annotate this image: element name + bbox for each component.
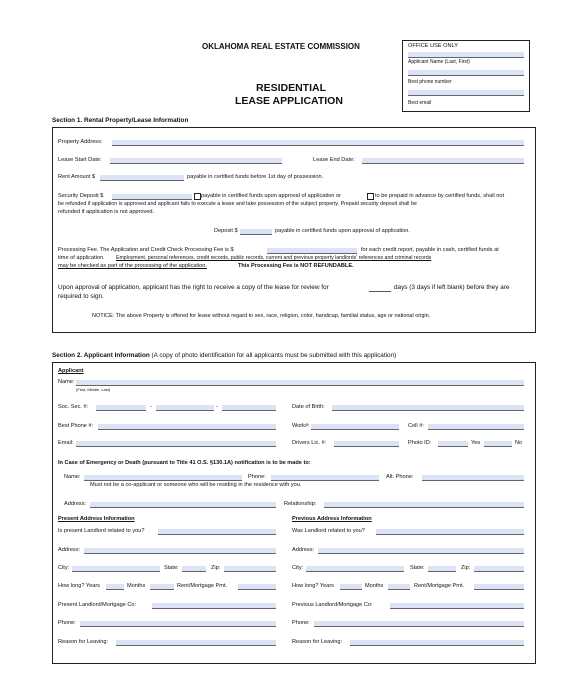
cell-phone-label: Cell #: <box>408 423 424 429</box>
present-phone-label: Phone: <box>58 620 76 626</box>
name-field[interactable] <box>76 380 524 386</box>
emergency-address-field[interactable] <box>90 502 276 508</box>
previous-address-heading: Previous Address Information <box>292 516 372 522</box>
previous-landlord-field[interactable] <box>390 603 524 609</box>
work-phone-field[interactable] <box>311 424 399 430</box>
ssn-part2-field[interactable] <box>156 405 214 411</box>
section2-heading <box>52 352 396 360</box>
processing-fee-field[interactable] <box>267 248 357 254</box>
previous-phone-label: Phone: <box>292 620 310 626</box>
co-applicant-note: Must not be a co-applicant or someone who will be residing in the residence with you. <box>90 482 302 488</box>
office-use-heading: OFFICE USE ONLY <box>408 43 458 49</box>
present-reason-field[interactable] <box>116 640 276 646</box>
previous-state-label: State: <box>410 565 425 571</box>
previous-address-label: Address: <box>292 547 315 553</box>
security-text-3: be refunded if application is approved and applicant fails to execute a lease and take possession of the subject property. Prepaid security deposit shall be <box>58 201 417 207</box>
review-days-field[interactable] <box>369 291 391 292</box>
present-rent-pmt-field[interactable] <box>238 584 276 590</box>
previous-how-long-label: How long? Years <box>292 583 334 589</box>
lease-end-label: Lease End Date: <box>313 157 355 163</box>
previous-zip-label: Zip: <box>461 565 471 571</box>
form-title-line1: RESIDENTIAL <box>256 82 327 94</box>
present-related-label: Is present Landlord related to you? <box>58 528 145 534</box>
previous-related-label: Was Landlord related to you? <box>292 528 365 534</box>
ssn-label: Soc. Sec. #: <box>58 404 89 410</box>
emergency-alt-phone-label: Alt. Phone: <box>386 474 414 480</box>
lease-start-field[interactable] <box>110 158 282 164</box>
present-reason-label: Reason for Leaving: <box>58 639 109 645</box>
drivers-lic-field[interactable] <box>334 441 399 447</box>
property-address-field[interactable] <box>112 140 524 146</box>
ssn-part1-field[interactable] <box>96 405 146 411</box>
previous-reason-field[interactable] <box>350 640 524 646</box>
review-text-2: required to sign. <box>58 293 104 300</box>
present-rent-pmt-label: Rent/Mortgage Pmt. <box>177 583 228 589</box>
dob-field[interactable] <box>332 405 524 411</box>
previous-rent-pmt-field[interactable] <box>474 584 524 590</box>
deposit-field[interactable] <box>240 229 272 235</box>
processing-fee-label: Processing Fee. The Application and Credit Check Processing Fee is $ <box>58 247 234 253</box>
previous-months-field[interactable] <box>388 584 410 590</box>
previous-reason-label: Reason for Leaving: <box>292 639 343 645</box>
previous-zip-field[interactable] <box>474 566 524 572</box>
present-address-field[interactable] <box>84 548 276 554</box>
lease-end-field[interactable] <box>362 158 524 164</box>
present-city-field[interactable] <box>72 566 160 572</box>
review-text-1a: Upon approval of application, applicant has the right to receive a copy of the lease for review for <box>58 284 329 291</box>
rent-amount-suffix: payable in certified funds before 1st day of possession. <box>187 174 324 180</box>
section1-heading: Section 1. Rental Property/Lease Information <box>52 117 189 124</box>
ssn-part3-field[interactable] <box>222 405 276 411</box>
emergency-name-label: Name: <box>64 474 81 480</box>
relationship-field[interactable] <box>324 502 524 508</box>
security-text-4: refunded if application is not approved. <box>58 209 155 215</box>
emergency-phone-field[interactable] <box>271 475 379 481</box>
name-label: Name: <box>58 379 75 385</box>
ssn-dash-2: - <box>216 404 218 410</box>
name-hint: (First, Middle, Last) <box>76 387 111 392</box>
photo-id-yes-field[interactable] <box>438 441 468 447</box>
lease-start-label: Lease Start Date: <box>58 157 102 163</box>
deposit-suffix: payable in certified funds upon approval of application. <box>275 228 410 234</box>
applicant-heading: Applicant <box>58 368 84 374</box>
email-label: Email: <box>58 440 74 446</box>
emergency-name-field[interactable] <box>84 475 242 481</box>
present-state-field[interactable] <box>182 566 206 572</box>
present-address-heading: Present Address Information <box>58 516 135 522</box>
security-text-1: payable in certified funds upon approval of application or <box>201 193 341 199</box>
present-address-label: Address: <box>58 547 81 553</box>
present-phone-field[interactable] <box>80 621 276 627</box>
photo-id-label: Photo ID: <box>408 440 432 446</box>
agency-name: OKLAHOMA REAL ESTATE COMMISSION <box>202 42 360 51</box>
office-best-phone-label: Best phone number <box>408 79 452 85</box>
best-phone-label: Best Phone #: <box>58 423 94 429</box>
rent-amount-field[interactable] <box>100 175 184 181</box>
emergency-phone-label: Phone: <box>248 474 266 480</box>
previous-state-field[interactable] <box>428 566 456 572</box>
security-deposit-label: Security Deposit $ <box>58 193 104 199</box>
previous-months-label: Months <box>365 583 384 589</box>
present-landlord-label: Present Landlord/Mortgage Co: <box>58 602 137 608</box>
present-zip-label: Zip: <box>211 565 221 571</box>
processing-text-2b: Employment, personal references, credit records, public records, current and previous property landlords' references and criminal records <box>116 255 432 261</box>
emergency-alt-phone-field[interactable] <box>422 475 524 481</box>
deposit-label: Deposit $ <box>214 228 238 234</box>
emergency-address-label: Address: <box>64 501 87 507</box>
security-text-2: to be prepaid in advance by certified funds, shall not <box>375 193 505 199</box>
drivers-lic-label: Drivers Lic. #: <box>292 440 327 446</box>
previous-rent-pmt-label: Rent/Mortgage Pmt. <box>414 583 465 589</box>
present-related-field[interactable] <box>158 529 276 535</box>
previous-related-field[interactable] <box>376 529 524 535</box>
cell-phone-field[interactable] <box>428 424 524 430</box>
processing-text-2a: time of application. <box>58 255 105 261</box>
photo-id-no-label: No <box>515 440 523 446</box>
present-how-long-label: How long? Years <box>58 583 100 589</box>
rent-amount-label: Rent Amount $ <box>58 174 96 180</box>
relationship-label: Relationship: <box>284 501 317 507</box>
office-best-phone-field[interactable] <box>408 70 524 76</box>
email-field[interactable] <box>76 441 276 447</box>
office-best-email-field[interactable] <box>408 90 524 96</box>
security-option-prepaid-checkbox[interactable] <box>367 193 374 200</box>
best-phone-field[interactable] <box>98 424 276 430</box>
property-address-label: Property Address: <box>58 139 103 145</box>
office-best-email-label: Best email <box>408 100 432 106</box>
office-applicant-name-label: Applicant Name (Last, First) <box>408 59 470 65</box>
office-applicant-name-field[interactable] <box>408 52 524 58</box>
present-months-label: Months <box>127 583 146 589</box>
previous-address-field[interactable] <box>318 548 524 554</box>
notice-text: NOTICE: The above Property is offered for lease without regard to sex, race, religion, color, handicap, familial status, age or national origin. <box>92 313 431 319</box>
previous-city-field[interactable] <box>306 566 404 572</box>
previous-city-label: City: <box>292 565 304 571</box>
present-landlord-field[interactable] <box>152 603 276 609</box>
review-text-1b: days (3 days if left blank) before they are <box>394 284 510 291</box>
section2-heading-note: (A copy of photo identification for all applicants must be submitted with this application) <box>151 352 397 359</box>
previous-years-field[interactable] <box>340 584 362 590</box>
ssn-dash-1: - <box>150 404 152 410</box>
security-option-approval-checkbox[interactable] <box>194 193 201 200</box>
photo-id-yes-label: Yes <box>471 440 481 446</box>
previous-landlord-label: Previous Landlord/Mortgage Co: <box>292 602 373 608</box>
form-title-line2: LEASE APPLICATION <box>235 95 343 107</box>
processing-text-3b: This Processing Fee is NOT REFUNDABLE. <box>238 263 354 269</box>
emergency-heading: In Case of Emergency or Death (pursuant to Title 41 O.S. §130.1A) notification is to be made to: <box>58 460 311 466</box>
security-deposit-field[interactable] <box>112 194 192 200</box>
work-phone-label: Work#: <box>292 423 310 429</box>
section2-heading-bold: Section 2. Applicant Information <box>52 352 150 359</box>
processing-text-3a: may be checked as part of the processing of the application. <box>58 263 207 269</box>
present-months-field[interactable] <box>150 584 174 590</box>
present-zip-field[interactable] <box>224 566 276 572</box>
present-city-label: City: <box>58 565 70 571</box>
photo-id-no-field[interactable] <box>484 441 512 447</box>
dob-label: Date of Birth: <box>292 404 325 410</box>
processing-fee-suffix: for each credit report, payable in cash, certified funds at <box>361 247 499 253</box>
previous-phone-field[interactable] <box>314 621 524 627</box>
present-state-label: State: <box>164 565 179 571</box>
present-years-field[interactable] <box>106 584 124 590</box>
